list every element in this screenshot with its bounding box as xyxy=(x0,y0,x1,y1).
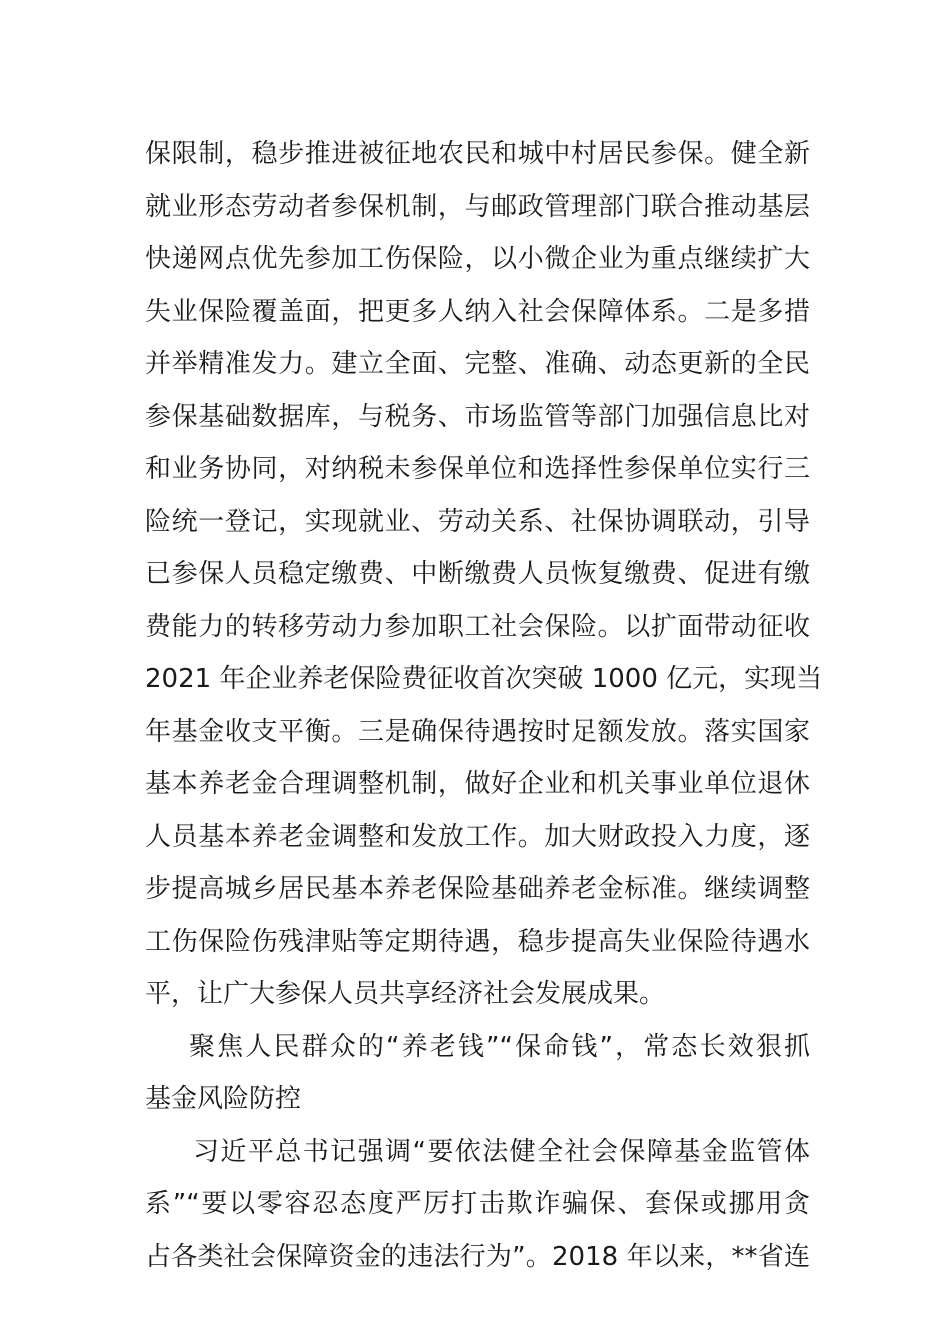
text-line: 系”“要以零容忍态度严厉打击欺诈骗保、套保或挪用贪 xyxy=(145,1189,810,1219)
text-line: 人员基本养老金调整和发放工作。加大财政投入力度，逐 xyxy=(145,821,810,852)
text-line: 2021 年企业养老保险费征收首次突破 1000 亿元，实现当 xyxy=(145,664,823,694)
text-line: 险统一登记，实现就业、劳动关系、社保协调联动，引导 xyxy=(145,506,810,537)
section-heading-line: 聚焦人民群众的“养老钱”“保命钱”，常态长效狠抓 xyxy=(189,1031,810,1062)
text-line: 和业务协同，对纳税未参保单位和选择性参保单位实行三 xyxy=(145,454,810,484)
document-body xyxy=(145,128,823,1283)
text-line: 保限制，稳步推进被征地农民和城中村居民参保。健全新 xyxy=(145,139,810,169)
text-line: 已参保人员稳定缴费、中断缴费人员恢复缴费、促进有缴 xyxy=(145,559,810,589)
text-line: 年基金收支平衡。三是确保待遇按时足额发放。落实国家 xyxy=(145,716,810,747)
text-line: 基本养老金合理调整机制，做好企业和机关事业单位退休 xyxy=(145,769,810,799)
text-line: 步提高城乡居民基本养老保险基础养老金标准。继续调整 xyxy=(145,874,810,904)
text-line: 参保基础数据库，与税务、市场监管等部门加强信息比对 xyxy=(145,401,810,432)
text-line: 并举精准发力。建立全面、完整、准确、动态更新的全民 xyxy=(145,349,810,379)
text-line: 费能力的转移劳动力参加职工社会保险。以扩面带动征收 xyxy=(145,611,810,642)
text-line: 快递网点优先参加工伤保险，以小微企业为重点继续扩大 xyxy=(145,244,810,274)
text-line: 失业保险覆盖面，把更多人纳入社会保障体系。二是多措 xyxy=(145,296,810,327)
paragraph-end-line: 平，让广大参保人员共享经济社会发展成果。 xyxy=(145,979,666,1009)
text-line: 工伤保险伤残津贴等定期待遇，稳步提高失业保险待遇水 xyxy=(145,926,810,957)
section-heading-line: 基金风险防控 xyxy=(145,1084,302,1114)
text-line: 就业形态劳动者参保机制，与邮政管理部门联合推动基层 xyxy=(145,191,810,222)
text-line: 占各类社会保障资金的违法行为”。2018 年以来，**省连 xyxy=(145,1241,810,1272)
paragraph-start-line: 习近平总书记强调“要依法健全社会保障基金监管体 xyxy=(193,1136,810,1167)
